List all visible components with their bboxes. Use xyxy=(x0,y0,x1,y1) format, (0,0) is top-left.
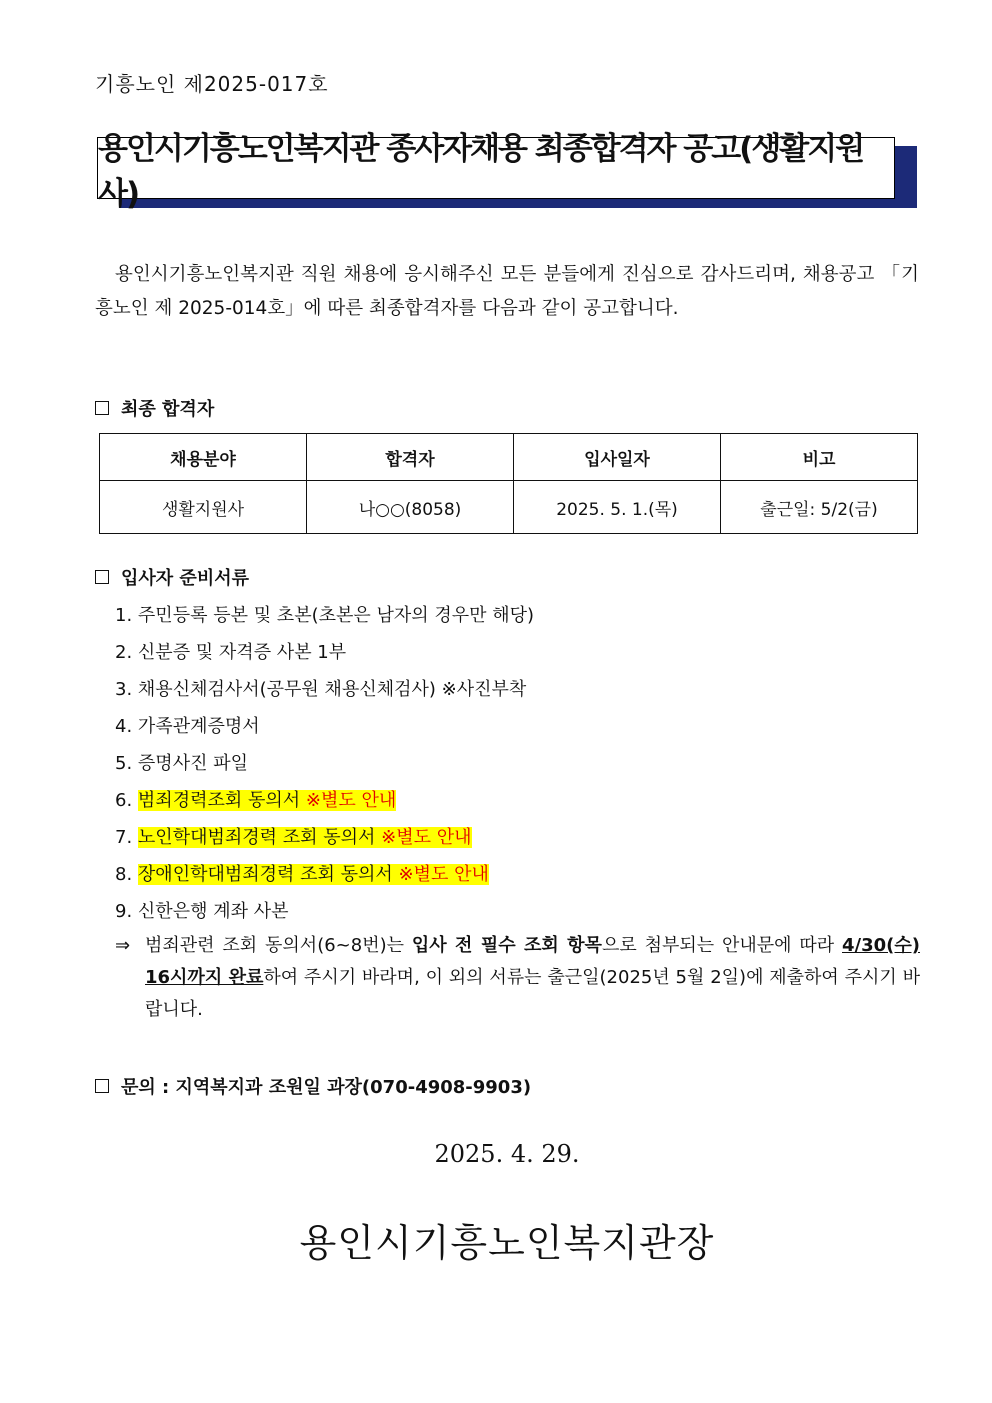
section-final-heading xyxy=(95,395,214,421)
inquiry-text: 문의 : 지역복지과 조원일 과장(070-4908-9903) xyxy=(121,1077,532,1098)
list-item xyxy=(115,782,534,819)
item-number: 2. xyxy=(115,642,133,663)
table-row xyxy=(100,481,918,534)
item-text: 신한은행 계좌 사본 xyxy=(137,901,289,922)
item-number: 8. xyxy=(115,864,133,885)
table-header-row xyxy=(100,434,918,481)
table-cell: 2025. 5. 1.(목) xyxy=(514,481,721,534)
issue-date: 2025. 4. 29. xyxy=(434,1140,580,1168)
notice-mark: ※별도 안내 xyxy=(305,790,397,811)
section-docs-heading xyxy=(95,564,249,590)
table-cell: 출근일: 5/2(금) xyxy=(721,481,918,534)
table-header: 채용분야 xyxy=(100,434,307,481)
item-number: 5. xyxy=(115,753,133,774)
signature-line: 용인시기흥노인복지관장 xyxy=(299,1221,715,1265)
note-emphasis: 입사 전 필수 조회 항목 xyxy=(411,935,602,956)
item-number: 6. xyxy=(115,790,133,811)
section-docs-label: 입사자 준비서류 xyxy=(121,568,249,589)
list-item xyxy=(115,856,534,893)
deadline-emphasis: 4/30(수) 16시까지 완료 xyxy=(145,935,920,988)
item-number: 1. xyxy=(115,605,133,626)
notice-mark: ※별도 안내 xyxy=(398,864,489,885)
list-item xyxy=(115,745,534,782)
table-header: 합격자 xyxy=(307,434,514,481)
item-number: 3. xyxy=(115,679,133,700)
item-text: 장애인학대범죄경력 조회 동의서 xyxy=(137,864,399,885)
list-item xyxy=(115,597,534,634)
item-number: 4. xyxy=(115,716,133,737)
note-paragraph xyxy=(115,930,920,1026)
list-item xyxy=(115,708,534,745)
note-text: 으로 첨부되는 안내문에 따라 xyxy=(601,935,842,956)
document-list xyxy=(115,597,534,930)
list-item xyxy=(115,634,534,671)
item-number: 9. xyxy=(115,901,133,922)
arrow-icon: ⇒ xyxy=(115,935,131,956)
list-item xyxy=(115,671,534,708)
intro-paragraph: 용인시기흥노인복지관 직원 채용에 응시해주신 모든 분들에게 진심으로 감사드리며, 채용공고 「기흥노인 제 2025-014호」에 따른 최종합격자를 다음과 같이 공고합니다. xyxy=(95,264,919,319)
section-final-label: 최종 합격자 xyxy=(121,399,215,420)
page-title: 용인시기흥노인복지관 종사자채용 최종합격자 공고(생활지원사) xyxy=(98,131,864,212)
item-number: 7. xyxy=(115,827,133,848)
list-item xyxy=(115,893,534,930)
square-bullet-icon xyxy=(95,401,109,415)
item-text: 증명사진 파일 xyxy=(137,753,248,774)
table-cell: 생활지원사 xyxy=(100,481,307,534)
table-cell: 나○○(8058) xyxy=(307,481,514,534)
inquiry-line xyxy=(95,1073,531,1099)
highlighted-text xyxy=(138,827,472,848)
note-text: 하여 주시기 바라며, 이 외의 서류는 출근일(2025년 5월 2일)에 제출하여 주시기 바랍니다. xyxy=(145,967,920,1020)
item-text: 주민등록 등본 및 초본(초본은 남자의 경우만 해당) xyxy=(137,605,535,626)
square-bullet-icon xyxy=(95,1079,109,1093)
highlighted-text xyxy=(138,790,396,811)
title-banner xyxy=(97,131,895,212)
list-item xyxy=(115,819,534,856)
note-text: 범죄관련 조회 동의서(6~8번)는 xyxy=(145,935,412,956)
item-text: 범죄경력조회 동의서 xyxy=(137,790,306,811)
highlighted-text xyxy=(138,864,489,885)
table-header: 비고 xyxy=(721,434,918,481)
document-number: 기흥노인 제2025-017호 xyxy=(95,72,329,96)
item-text: 노인학대범죄경력 조회 동의서 xyxy=(137,827,382,848)
square-bullet-icon xyxy=(95,570,109,584)
item-text: 신분증 및 자격증 사본 1부 xyxy=(137,642,347,663)
item-text: 가족관계증명서 xyxy=(137,716,260,737)
notice-mark: ※별도 안내 xyxy=(381,827,472,848)
item-text: 채용신체검사서(공무원 채용신체검사) ※사진부착 xyxy=(137,679,527,700)
table-header: 입사일자 xyxy=(514,434,721,481)
note-body xyxy=(145,930,920,1026)
result-table xyxy=(99,433,918,534)
title-box xyxy=(97,131,895,212)
